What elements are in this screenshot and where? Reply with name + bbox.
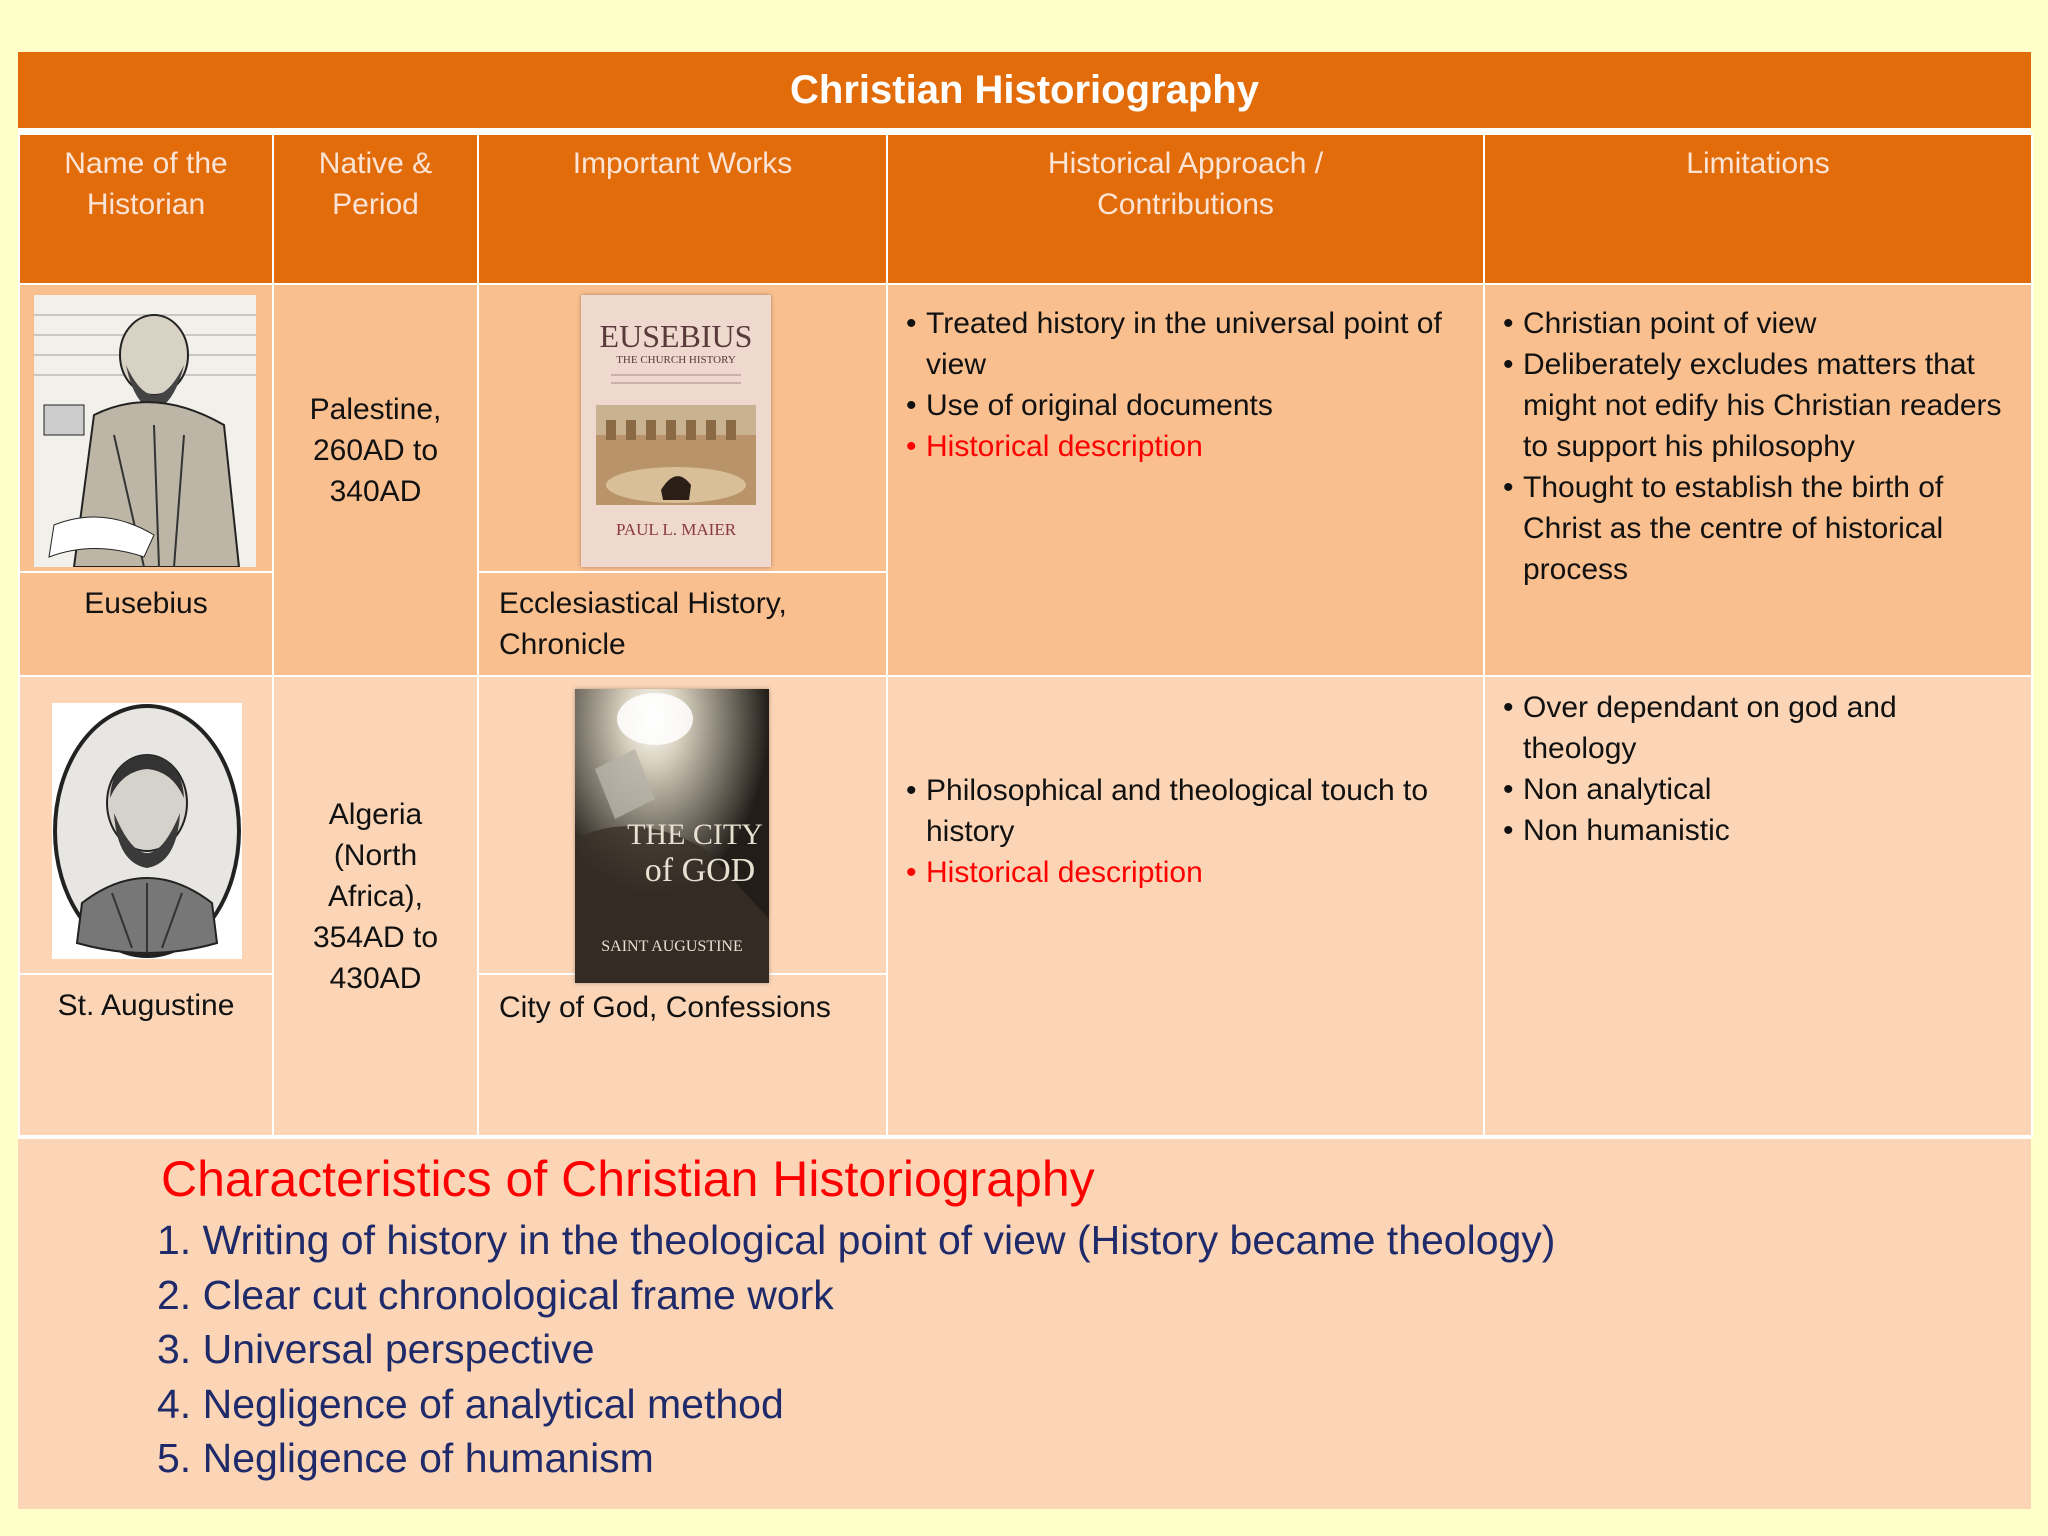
limitations-cell xyxy=(1484,284,2032,676)
limitations-cell xyxy=(1484,676,2032,1136)
limitations-list xyxy=(1485,677,2031,851)
list-item: • Use of original documents xyxy=(906,385,1463,426)
book-author-text: SAINT AUGUSTINE xyxy=(601,938,743,955)
header-period: Native & Period xyxy=(273,134,478,284)
historian-works: City of God, Confessions xyxy=(499,991,831,1024)
city-of-god-book-cover xyxy=(575,689,769,983)
list-item: • Thought to establish the birth of Christ as the centre of historical process xyxy=(1503,467,2013,590)
table-row xyxy=(19,284,2032,572)
list-item: 5. Negligence of humanism xyxy=(157,1435,654,1481)
approach-cell xyxy=(887,676,1484,1136)
list-item: • Non analytical xyxy=(1503,769,1991,810)
slide xyxy=(18,52,2031,1509)
book-title-line2: of GOD xyxy=(644,852,756,889)
list-item: • Deliberately excludes matters that might not edify his Christian readers to support his philosophy xyxy=(1503,344,2013,467)
list-item: • Philosophical and theological touch to history xyxy=(906,770,1463,852)
characteristics-list xyxy=(157,1213,2031,1486)
header-limitations: Limitations xyxy=(1484,134,2032,284)
list-item: • Over dependant on god and theology xyxy=(1503,687,1991,769)
header-works: Important Works xyxy=(478,134,887,284)
approach-cell xyxy=(887,284,1484,676)
works-cell xyxy=(478,974,887,1136)
page-title: Christian Historiography xyxy=(18,52,2031,133)
approach-list xyxy=(888,285,1483,467)
list-item: • Historical description xyxy=(906,852,1463,893)
list-item: • Non humanistic xyxy=(1503,810,1991,851)
historian-period: Algeria (North Africa), 354AD to 430AD xyxy=(312,797,439,995)
book-cover-cell xyxy=(478,676,887,974)
historian-period: Palestine, 260AD to 340AD xyxy=(309,392,442,508)
list-item: • Treated history in the universal point of view xyxy=(906,303,1463,385)
historian-name: St. Augustine xyxy=(57,989,235,1022)
historian-portrait-cell xyxy=(19,676,273,974)
list-item: 4. Negligence of analytical method xyxy=(157,1380,784,1427)
historian-name: Eusebius xyxy=(84,587,208,620)
historian-name-cell xyxy=(19,572,273,676)
historian-name-cell xyxy=(19,974,273,1136)
historian-portrait-cell xyxy=(19,284,273,572)
period-cell xyxy=(273,284,478,676)
approach-list xyxy=(888,770,1483,1043)
characteristics-section xyxy=(18,1137,2031,1509)
table-header-row xyxy=(19,134,2032,284)
augustine-portrait xyxy=(52,703,242,959)
header-name: Name of the Historian xyxy=(19,134,273,284)
period-cell xyxy=(273,676,478,1136)
list-item: 1. Writing of history in the theological point of view (History became theology) xyxy=(157,1217,1556,1263)
book-cover-cell xyxy=(478,284,887,572)
book-subtitle-text: THE CHURCH HISTORY xyxy=(616,354,736,366)
list-item: 2. Clear cut chronological frame work xyxy=(157,1271,834,1318)
eusebius-book-cover xyxy=(581,295,771,567)
table-row xyxy=(19,676,2032,974)
header-approach: Historical Approach / Contributions xyxy=(887,134,1484,284)
book-author-text: PAUL L. MAIER xyxy=(615,520,737,539)
list-item: • Christian point of view xyxy=(1503,303,2013,344)
eusebius-portrait xyxy=(34,295,256,567)
historians-table xyxy=(18,133,2033,1137)
book-title-line1: THE CITY xyxy=(627,818,763,851)
historian-works: Ecclesiastical History, Chronicle xyxy=(499,587,787,661)
works-cell xyxy=(478,572,887,676)
list-item: 3. Universal perspective xyxy=(157,1326,595,1372)
list-item: • Historical description xyxy=(906,426,1463,467)
characteristics-title: Characteristics of Christian Historiography xyxy=(161,1151,1095,1207)
book-title-text: EUSEBIUS xyxy=(599,318,753,354)
limitations-list xyxy=(1485,285,2031,590)
